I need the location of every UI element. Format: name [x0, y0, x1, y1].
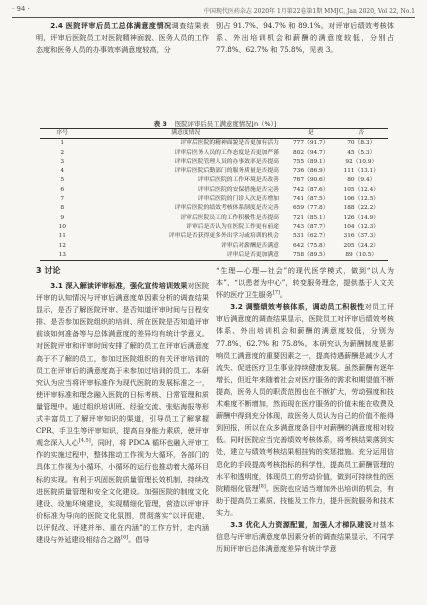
table-row: [40, 186, 388, 195]
table-caption: [40, 119, 390, 128]
table-row: [40, 158, 388, 167]
row-item: 评审后医院的安保措施是否完善: [197, 186, 279, 193]
row-index: 3: [60, 158, 65, 165]
paragraph-3-1: 对医院评审的认知情况与评审后满意度单因素分析的调查结果显示，是否了解医院评审、是否知道评审时间与日程安排、是否参加医院组织的培训、所在医院是否知道评审前该如何准备等与总体满意度的差异均有统计学意义。对医院评审和评审时间安排了解的员工在评审后满意度高于不了解的员工，参加过医院组织的有关评审培训的员工在评审后的满意度高于未参加过培训的员工。本研究认为应当将评审标准作为现代医院的发展标准之一，使评审标准和理念融入医院的日标考核、日常管理和质量管理中。通过组织培训班、经验交流、张贴海报等形式丰富员工了解评审知识的渠道，引导员工了解掌握 CPR、手卫生等评审知识，提高自身能力素质，使评审观念深入人心: [36, 281, 210, 448]
row-no: 80（9.4）: [347, 177, 376, 184]
row-index: 6: [60, 186, 65, 193]
running-header: [12, 5, 415, 17]
page-number: · 94 ·: [12, 5, 30, 13]
row-index: 12: [58, 242, 66, 249]
paragraph-3-3: 对基本信息与评审后满意度单因素分析的调查结果显示，不同学历间评审后总体满意度差异有统计学意: [216, 519, 395, 554]
row-index: 1: [60, 140, 65, 147]
row-no: 316（37.3）: [343, 233, 380, 240]
right-column: [216, 265, 394, 555]
row-yes: 721（85.1）: [292, 214, 329, 221]
row-index: 9: [60, 214, 65, 221]
citation: [8]: [258, 483, 266, 490]
table-row: [40, 149, 388, 158]
row-no: 126（14.9）: [343, 214, 380, 221]
row-no: 106（12.5）: [343, 196, 380, 203]
section-3-title: 3 讨论: [36, 266, 61, 275]
row-item: 评审后医院的精神面貌是否更加有活力: [180, 140, 279, 147]
row-item: 评审后医院后勤部门的服务质量是否提高: [174, 168, 279, 175]
row-yes: 743（87.7）: [292, 223, 329, 230]
journal-info: 中国现代医药杂志 2020年 1月第22卷第1期 MMJC, Jan 2020, Vol 22, No.1: [203, 8, 415, 15]
row-item: 评审后医院的绩效考核体系制度是否完善: [174, 205, 279, 212]
row-no: 105（12.4）: [343, 186, 380, 193]
row-no: 188（22.2）: [343, 205, 380, 212]
paragraph-3-2: 对员工评审后满意度的调查结果显示，医院员工对评审后绩效考核体系、外出培训机会和薪酬的满意度较低，分别为 77.8%、62.7% 和 75.8%。本研究认为薪酬制度是影响员工满意度的重要因素之一，提高待遇薪酬是减少人才流失、促进医疗卫生事业持续健康发展。虽然薪酬有逐年增长，但近年来随着社会对医疗服务的需求和期望值不断提高，医务人员的职责范围也在不断扩大，劳动强度和技术难度不断增加，然而现在医疗服务的价值未能在收费及薪酬中得到充分体现，故医务人员认为自己的价值不能得到回报，所以在众多满意度条目中对薪酬的满意度相对较低。同时医院应当完善绩效考核体系，将考核结果落到实处，建立与绩效考核结果相挂钩的奖惩措施。充分运用信息化的手段提高考核指标的科学性，提高员工薪酬管理的水平和透明度，体现员工的劳动价值，做到可持续性的医院精细化管理: [216, 302, 395, 493]
table-row: [40, 139, 388, 149]
heading-3-3: 3.3 优化人力资源配置，加强人才梯队建设: [230, 519, 373, 529]
row-no: 45（5.3）: [347, 149, 376, 156]
row-item: 评审后医院员工的工作积极性是否提高: [180, 214, 279, 221]
section-2-4-cont: [216, 20, 394, 56]
table-row: [40, 195, 388, 204]
section-2-4: [36, 20, 209, 56]
row-index: 8: [60, 205, 65, 212]
row-yes: 758（89.5）: [292, 251, 329, 258]
row-index: 10: [58, 223, 66, 230]
row-no: 89（10.5）: [345, 251, 378, 258]
paragraph-2-4-continued: 别占 91.7%、94.7% 和 89.1%。对评审后绩效考核体系、外出培训机会和薪酬的满意度较低，分别占 77.8%、62.7% 和 75.8%，见表 3。: [216, 21, 394, 55]
table-header-index: 序号: [56, 130, 69, 136]
satisfaction-table: [40, 128, 388, 261]
row-index: 2: [60, 149, 65, 156]
row-no: 111（13.1）: [343, 168, 380, 175]
row-item: 评审后医院管理人员的办事效率是否提高: [174, 158, 279, 165]
row-index: 7: [60, 196, 65, 203]
heading-3-2: 3.2 调整绩效考核体系，调动员工积极性: [230, 302, 365, 312]
row-yes: 755（89.1）: [292, 158, 329, 165]
table-header-item: 满意度情况: [171, 130, 201, 136]
table-header-row: [40, 129, 388, 139]
table-row: [40, 223, 388, 232]
row-item: 评审后是否获得更多外出学习或培训的机会: [168, 233, 279, 240]
row-yes: 742（87.6）: [292, 186, 329, 193]
table-title: 医院评审后员工满意度情况[n（%）]: [174, 120, 277, 128]
table-label: 表 3: [153, 120, 167, 128]
left-column: [36, 280, 209, 546]
row-index: 11: [58, 233, 66, 240]
row-no: 70（8.3）: [347, 140, 376, 147]
row-no: 92（10.9）: [345, 158, 378, 165]
row-item: 评审后医务人员的工作态度是否更加严谨: [174, 149, 279, 156]
citation: [6]: [121, 534, 129, 541]
row-item: 评审后医院的工作环境是否改善: [197, 177, 279, 184]
header-rule: [12, 17, 415, 18]
table-row: [40, 204, 388, 213]
row-yes: 659（77.8）: [292, 205, 329, 212]
row-item: 评审后是否更加满意: [226, 251, 279, 258]
paragraph-2-4-text: 调查结果表明，评审后医院员工对医院精神面貌、医务人员的工作态度和医务人员的办事效率满意度较高，分: [36, 21, 210, 55]
paragraph-3-2-end: 。医院也应适当增加外出培训的机会，有助于提高员工素质、技能及工作力，提升医院服务和技术实力。: [216, 483, 395, 517]
table-row: [40, 176, 388, 185]
row-index: 4: [60, 168, 65, 175]
row-yes: 531（62.7）: [292, 233, 329, 240]
row-item: 评审后医院的门诊人次是否增加: [197, 196, 279, 203]
paragraph-3-1-end: 。倡导: [128, 534, 150, 544]
table-header-no: 否: [358, 130, 365, 136]
row-yes: 741（87.5）: [292, 196, 329, 203]
row-yes: 642（75.8）: [292, 242, 329, 249]
heading-3-1: 3.1 深入解读评审标准，强化宣传培训效果: [50, 281, 188, 290]
row-item: 评审后对薪酬是否满意: [220, 242, 279, 249]
row-yes: 767（90.6）: [292, 177, 329, 184]
row-index: 13: [58, 251, 66, 258]
table-row: [40, 251, 388, 261]
table-row: [40, 167, 388, 176]
table-row: [40, 242, 388, 251]
row-yes: 802（94.7）: [292, 149, 329, 156]
row-yes: 777（91.7）: [292, 140, 329, 147]
citation: [4,5]: [78, 437, 91, 444]
row-no: 104（12.3）: [343, 223, 380, 230]
table-header-yes: 是: [307, 130, 314, 136]
paragraph-3-1-tail-end: 。: [279, 290, 287, 300]
citation: [7]: [272, 289, 280, 296]
table-row: [40, 232, 388, 241]
row-no: 205（24.2）: [343, 242, 380, 249]
paragraph-3-1-cont: 。同时，将 PDCA 循环也融入评审工作的实施过程中，整体推动工作视为大循环，各部门的具体工作视为小循环，小循环的运行也推动着大循环目标的实现。有利于巩固医院质量管理长效机制，持续改进医院质量管理和安全文化建设。加强医院的制度文化建设、设施环境建设，实现精细化管理，营造以评审评价标准为导向的医院文化氛围，贯彻落实“以评促建、以评促改、评建并举、重在内涵”的工作方针，走内涵建设与外延建设相结合之路: [36, 438, 210, 544]
row-item: 评审后是否认为在医院工作更有前途: [186, 223, 279, 230]
row-index: 5: [60, 177, 65, 184]
paragraph-3-1-tail: “生理—心理—社会”的现代医学模式，做到“以人为本”、“以患者为中心”，转变服务理念，提供基于人文关怀的医疗卫生服务: [216, 266, 394, 300]
table-row: [40, 214, 388, 223]
heading-2-4: 2.4 医院评审后员工总体满意度情况: [50, 21, 172, 30]
row-yes: 736（86.9）: [292, 168, 329, 175]
